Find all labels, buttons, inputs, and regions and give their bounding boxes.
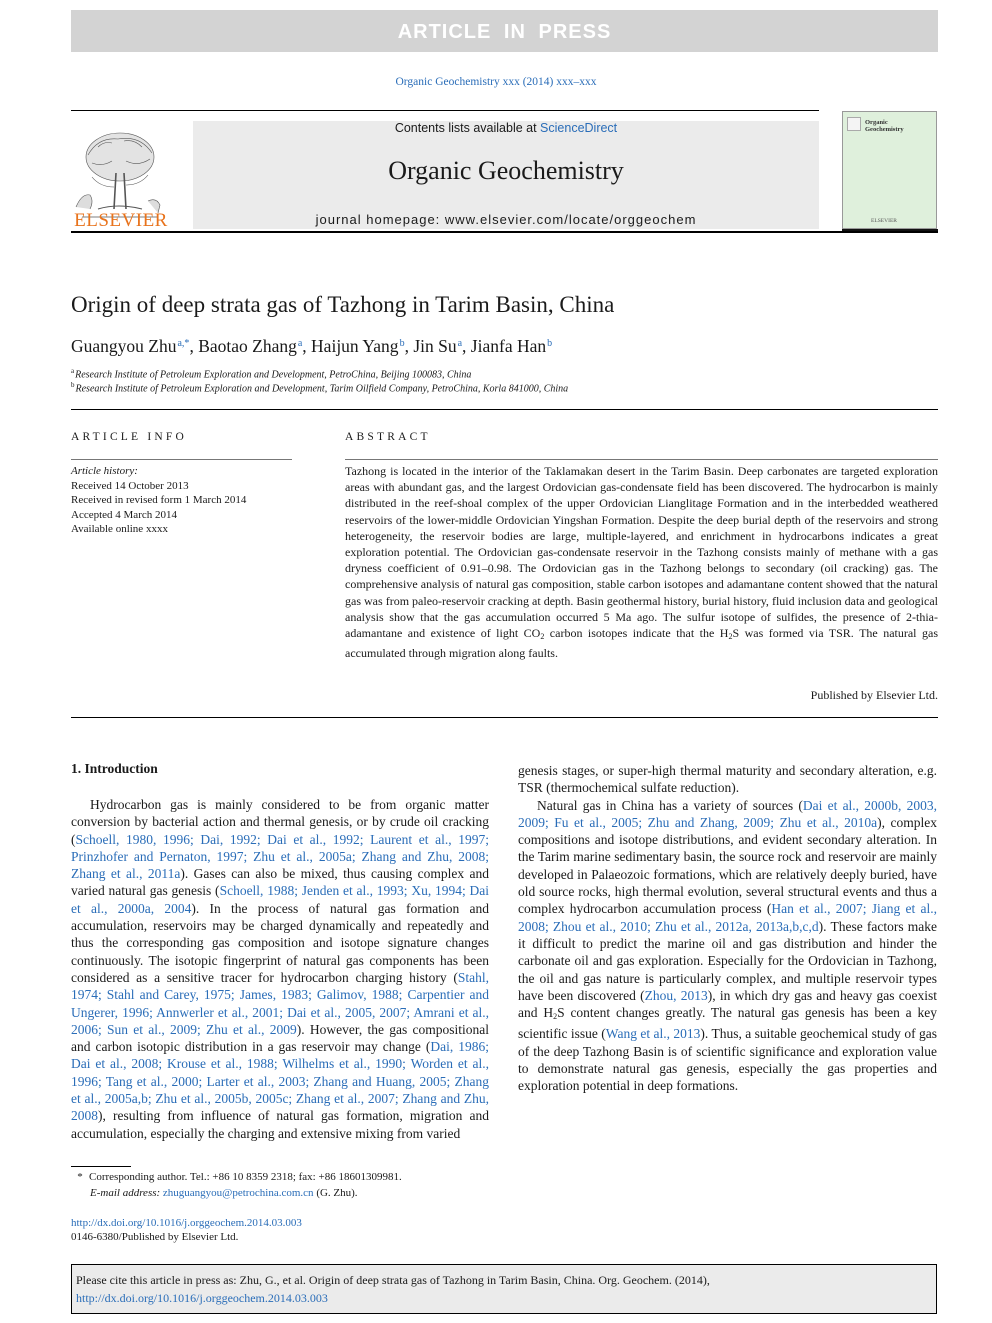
- abstract-subscript: 2: [728, 632, 733, 642]
- body-column-right: [518, 762, 937, 1095]
- affiliation-rule: [71, 409, 938, 410]
- journal-homepage: [193, 212, 819, 227]
- author-list: [71, 336, 552, 357]
- body-column-left: [71, 796, 489, 1142]
- history-label: Article history:: [71, 465, 138, 477]
- text-run: ), in which dry gas and heavy gas coexist and H: [518, 987, 937, 1021]
- footnote-rule: [71, 1166, 131, 1167]
- author-affiliation-mark[interactable]: b: [399, 338, 405, 349]
- citation-link[interactable]: Schoell, 1980, 1996; Dai, 1992; Dai et al., 1992; Laurent et al., 1997; Prinzhofer and Pernaton, 1997; Zhu et al., 2005a; Zhang and Zhu, 2008; Zhang et al., 2011a: [71, 831, 489, 882]
- contents-prefix: Contents lists available at: [394, 121, 541, 135]
- citation-link[interactable]: Zhou, 2013: [644, 987, 708, 1003]
- history-accepted: Accepted 4 March 2014: [71, 508, 177, 521]
- article-info-heading: ARTICLE INFO: [71, 431, 187, 443]
- cover-publisher: ELSEVIER: [871, 218, 897, 224]
- affiliation-mark: a: [71, 367, 75, 375]
- intro-paragraph-2: [518, 797, 937, 1095]
- citation-doi-link[interactable]: http://dx.doi.org/10.1016/j.orggeochem.2014.03.003: [76, 1291, 328, 1305]
- abstract-heading: ABSTRACT: [345, 431, 431, 443]
- journal-reference-link[interactable]: Organic Geochemistry xxx (2014) xxx–xxx: [395, 76, 597, 88]
- abstract-part: S was formed via TSR. The natural gas accumulated through migration along faults.: [345, 626, 938, 661]
- author-name: Jianfa Han: [470, 336, 547, 356]
- subscript: 2: [553, 1012, 558, 1022]
- author-separator: ,: [404, 336, 414, 356]
- corresponding-text: Corresponding author. Tel.: +86 10 8359 2318; fax: +86 18601309981.: [89, 1171, 402, 1183]
- email-link[interactable]: zhuguangyou@petrochina.com.cn: [162, 1187, 314, 1199]
- author-separator: ,: [189, 336, 199, 356]
- text-run: genesis stages, or super-high thermal maturity and secondary alteration, e.g. TSR (thermochemical sulfate reduction).: [518, 763, 937, 796]
- text-run: Natural gas in China has a variety of sources (: [537, 797, 803, 813]
- affiliation-text: Research Institute of Petroleum Exploration and Development, Tarim Oilfield Company, PetroChina, Korla 841000, China: [75, 383, 569, 395]
- abstract-part: carbon isotopes indicate that the H: [544, 626, 729, 641]
- text-run: ). Thus, a suitable geochemical study of gas of the deep Tazhong Basin is of scientific significance and exploration value to demonstrate natural gas genesis, especially the gas properties and exploration potential in deep formations.: [518, 1026, 937, 1094]
- author-name: Jin Su: [413, 336, 457, 356]
- journal-header-box: [193, 121, 819, 229]
- corresponding-author-note: [71, 1171, 402, 1183]
- history-online: Available online xxxx: [71, 523, 168, 535]
- author-separator: ,: [462, 336, 471, 356]
- intro-paragraph-1-continued: [518, 762, 937, 797]
- citation-text: Please cite this article in press as: Zhu, G., et al. Origin of deep strata gas of Tazhong in Tarim Basin, China. Org. Geochem. (2014),: [76, 1273, 710, 1287]
- introduction-heading: 1. Introduction: [71, 761, 158, 776]
- email-note: [90, 1187, 358, 1199]
- citation-link[interactable]: Stahl, 1974; Stahl and Carey, 1975; James, 1983; Galimov, 1988; Carpentier and Ungerer, 1996; Annwerler et al., 2001; Dai et al., 2005, 2007; Amrani et al., 2006; Sun et al., 2009; Zhu et al., 2009: [71, 969, 489, 1037]
- author-name: Guangyou Zhu: [71, 336, 177, 356]
- citation-link[interactable]: Schoell, 1988; Jenden et al., 1993; Xu, 1994; Dai et al., 2000a, 2004: [71, 883, 489, 916]
- cover-title: Organic Geochemistry: [865, 119, 904, 133]
- text-run: S content changes greatly. The natural gas genesis has been a key scientific issue (: [518, 1005, 937, 1042]
- article-info-rule: [71, 459, 292, 460]
- doi-link[interactable]: http://dx.doi.org/10.1016/j.orggeochem.2014.03.003: [71, 1217, 302, 1229]
- text-run: ), complex compositions and isotope distributions, and evident secondary alteration. In the Tarim marine sedimentary basin, the source rock and reservoir are mainly developed in Palaeozoic formations, which are relatively deeply buried, have old source rocks, high thermal evolution, several structural events and thus a complex hydrocarbon accumulation process (: [518, 814, 937, 917]
- affiliation-mark: b: [71, 381, 75, 389]
- author-name: Baotao Zhang: [198, 336, 297, 356]
- text-run: ). Gases can also be mixed, thus causing complex and varied natural gas genesis (: [71, 866, 490, 899]
- history-revised: Received in revised form 1 March 2014: [71, 494, 247, 506]
- abstract-subscript: 2: [540, 632, 545, 642]
- abstract-bottom-rule: [71, 717, 938, 718]
- intro-paragraph-1: [71, 796, 489, 1142]
- citation-link[interactable]: Wang et al., 2013: [605, 1026, 701, 1042]
- text-run: ). However, the gas compositional and carbon isotopic distribution in a gas reservoir may change (: [71, 1021, 489, 1055]
- footnote-mark: *: [77, 1171, 83, 1183]
- citation-box: [71, 1264, 937, 1314]
- cover-logo-icon: [847, 117, 861, 131]
- header-rule-bottom: [71, 231, 938, 233]
- text-run: Hydrocarbon gas is mainly considered to be from organic matter conversion by bacterial action and thermal genesis, or by crude oil cracking (: [71, 797, 489, 847]
- homepage-prefix: journal homepage:: [315, 212, 445, 227]
- article-in-press-banner: ARTICLE IN PRESS: [71, 10, 938, 52]
- journal-cover-thumbnail[interactable]: [842, 111, 937, 229]
- email-suffix: (G. Zhu).: [313, 1187, 358, 1199]
- author-name: Haijun Yang: [311, 336, 399, 356]
- elsevier-wordmark: ELSEVIER: [74, 210, 168, 231]
- text-run: ). In the process of natural gas formation and accumulation, reservoirs may be charged dynamically and repeatedly and thus the corresponding gas composition and isotope signature changes continuously. The isotopic fingerprint of natural gas components has been considered as a sensitive tracer for hydrocarbon charging history (: [71, 900, 490, 985]
- author-affiliation-mark[interactable]: b: [547, 338, 553, 349]
- affiliation-text: Research Institute of Petroleum Exploration and Development, PetroChina, Beijing 100083, China: [75, 369, 472, 381]
- issn-line: 0146-6380/Published by Elsevier Ltd.: [71, 1231, 239, 1243]
- citation-link[interactable]: Dai et al., 2000b, 2003, 2009; Fu et al., 2005; Zhu and Zhang, 2009; Zhu et al., 2010a: [518, 797, 937, 830]
- history-received: Received 14 October 2013: [71, 479, 189, 492]
- citation-link[interactable]: Han et al., 2007; Jiang et al., 2008; Zhou et al., 2010; Zhu et al., 2012a, 2013a,b,c,d: [518, 901, 937, 934]
- affiliation-b: [71, 381, 568, 394]
- affiliation-a: [71, 367, 471, 380]
- homepage-url[interactable]: www.elsevier.com/locate/orggeochem: [444, 212, 697, 227]
- text-run: ), resulting from influence of natural gas formation, migration and accumulation, especially the charging and extensive mixing from varied: [71, 1108, 489, 1141]
- citation-link[interactable]: Dai, 1986; Dai et al., 2008; Krouse et al., 1988; Wilhelms et al., 1990; Worden et al., 1996; Tang et al., 2000; Larter et al., 2003; Zhang and Huang, 2005; Zhang et al., 2005a,b; Zhu et al., 2005b, 2005c; Zhang et al., 2007; Zhang and Zhu, 2008: [71, 1039, 489, 1124]
- author-affiliation-mark[interactable]: a,*: [177, 338, 190, 349]
- email-label: E-mail address:: [90, 1187, 161, 1199]
- abstract-rule: [345, 459, 938, 460]
- text-run: ). These factors make it difficult to predict the marine oil and gas distribution and hinder the carbonate oil and gas exploration. Especially for the Ordovician in Tazhong, the oil and gas nature is particularly complex, and multiple reservoir types have been discovered (: [518, 918, 937, 1003]
- published-by: Published by Elsevier Ltd.: [810, 688, 938, 702]
- header-rule-top: [71, 110, 819, 111]
- contents-available: [193, 121, 819, 135]
- author-affiliation-mark[interactable]: a: [457, 338, 463, 349]
- article-history: [71, 464, 246, 537]
- sciencedirect-link[interactable]: ScienceDirect: [540, 121, 618, 135]
- journal-title: Organic Geochemistry: [388, 156, 624, 185]
- abstract-part: Tazhong is located in the interior of the Taklamakan desert in the Tarim Basin. Deep carbonates are targeted exploration areas with abundant gas, and the largest Ordovician gas-condensate field has been discovered. The hydrocarbon is mainly distributed in the reef-shoal complex of the upper Ordovician Lianglitage Formation and in the interbedded weathered reservoirs of the lower-middle Ordovician Yingshan Formation. Despite the deep burial depth of the reservoirs and strong heterogeneity, the reservoir bodies are large, multiple-layered, and enrichment in hydrocarbons indicates a great exploration potential. The Ordovician gas-condensate reservoir in the Tazhong consists mainly of methane with a gas dryness coefficient of 0.91–0.98. The Ordovician gas in the Tazhong belongs to secondary (oil cracking) gas. The comprehensive analysis of natural gas composition, stable carbon isotopes and adamantane content showed that the natural gas was from paleo-reservoir cracking at depth. Basin geothermal history, burial history, fluid inclusion data and geological analysis show that the gas accumulation occurred 5 Ma ago. The sulfur isotope of sulfides, the presence of 2-thia-adamantane and existence of light CO: [345, 464, 938, 641]
- author-separator: ,: [302, 336, 312, 356]
- article-title: Origin of deep strata gas of Tazhong in Tarim Basin, China: [71, 292, 615, 317]
- author-affiliation-mark[interactable]: a: [297, 338, 303, 349]
- abstract-text: [345, 463, 938, 661]
